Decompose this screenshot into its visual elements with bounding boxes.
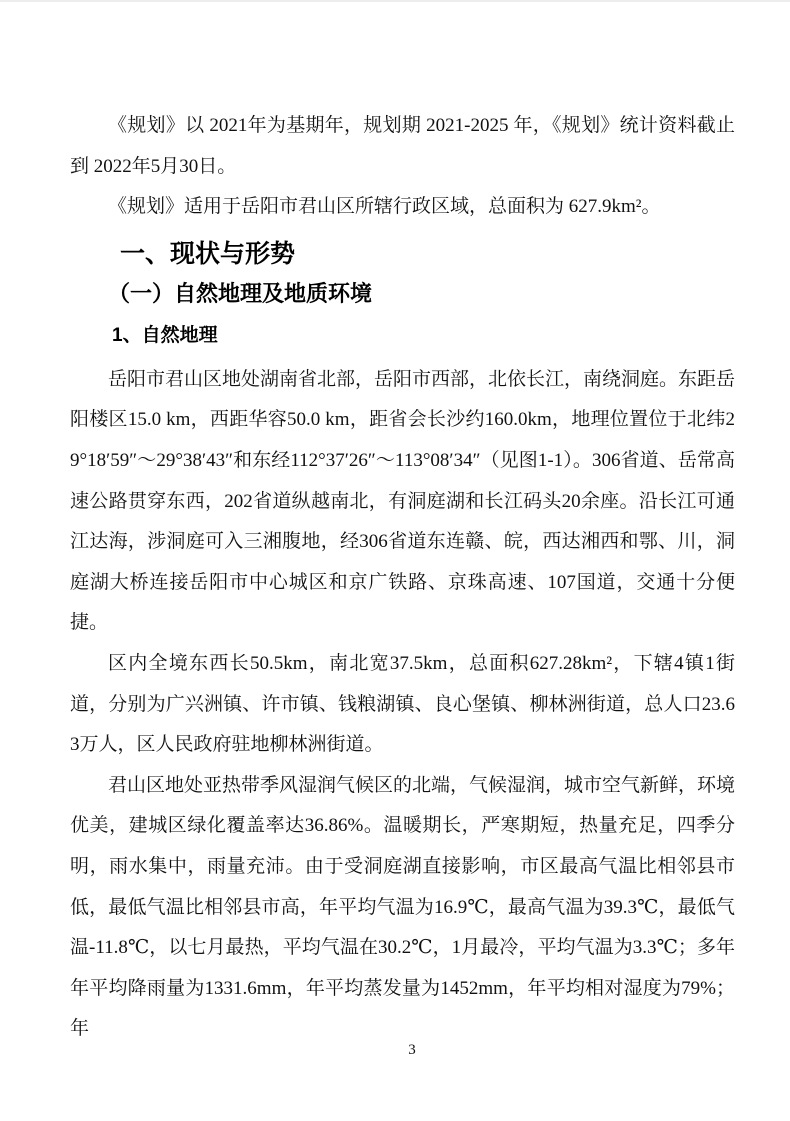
paragraph-climate: 君山区地处亚热带季风湿润气候区的北端，气候湿润，城市空气新鲜，环境优美，建城区绿化覆盖率达36.86%。温暖期长，严寒期短，热量充足，四季分明，雨水集中，雨量充沛。由于受洞庭湖直接影响，市区最高气温比相邻县市低，最低气温比相邻县市高，年平均气温为16.9℃，最高气温为39.3℃，最低气温-11.8℃，以七月最热，平均气温在30.2℃，1月最冷，平均气温为3.3℃；多年年平均降雨量为1331.6mm，年平均蒸发量为1452mm，年平均相对湿度为79%；年	[70, 774, 736, 1040]
heading-natural-geography-geological-environment: （一）自然地理及地质环境	[108, 280, 373, 306]
page-number-value: 3	[408, 1042, 416, 1058]
paragraph-plan-period: 《规划》以 2021年为基期年，规划期 2021-2025 年，《规划》统计资料截止到 2022年5月30日。	[70, 115, 735, 177]
paragraph-plan-scope: 《规划》适用于岳阳市君山区所辖行政区域，总面积为 627.9km²。	[108, 196, 661, 218]
paragraph-area-population: 区内全境东西长50.5km，南北宽37.5km，总面积627.28km²，下辖4镇1街道，分别为广兴洲镇、许市镇、钱粮湖镇、良心堡镇、柳林洲街道，总人口23.63万人，区人民政府驻地柳林洲街道。	[70, 652, 735, 756]
heading-natural-geography: 1、自然地理	[112, 324, 218, 346]
heading-current-situation: 一、现状与形势	[120, 239, 296, 268]
document-content	[70, 106, 735, 1050]
page-number	[0, 1042, 790, 1059]
paragraph-geography: 岳阳市君山区地处湖南省北部，岳阳市西部，北依长江，南绕洞庭。东距岳阳楼区15.0 km，西距华容50.0 km，距省会长沙约160.0km，地理位置位于北纬29°18′59″～29°38′43″和东经112°37′26″～113°08′34″（见图1-1）。306省道、岳常高速公路贯穿东西，202省道纵越南北，有洞庭湖和长江码头20余座。沿长江可通江达海，涉洞庭可入三湘腹地，经306省道东连赣、皖，西达湘西和鄂、川，洞庭湖大桥连接岳阳市中心城区和京广铁路、京珠高速、107国道，交通十分便捷。	[70, 368, 736, 634]
